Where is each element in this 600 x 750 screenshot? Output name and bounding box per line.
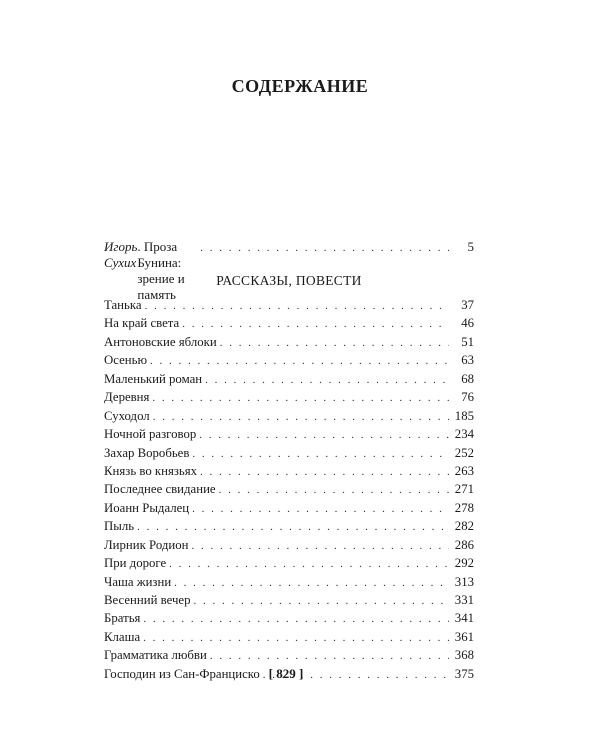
toc-entry-title: Суходол (104, 408, 150, 423)
dot-leader (200, 463, 449, 481)
toc-entry-page-number: 368 (454, 648, 474, 663)
dot-leader (174, 574, 449, 592)
toc-entry (104, 628, 474, 646)
toc-entry-page-number: 185 (454, 408, 474, 423)
dot-leader (220, 334, 449, 352)
toc-entry (104, 646, 474, 664)
dot-leader (169, 555, 449, 573)
toc-entry-title: Танька (104, 298, 142, 312)
toc-entry (104, 370, 474, 388)
dot-leader (153, 408, 449, 426)
toc-entry-title: Антоновские яблоки (104, 334, 217, 349)
toc-entry-title: Осенью (104, 353, 148, 368)
toc-entry-page-number: 282 (454, 519, 474, 534)
toc-entry-page-number: 46 (461, 316, 474, 331)
toc-entry (104, 554, 474, 572)
toc-entry-title: При дороге (104, 556, 167, 571)
toc-entry-page-number: 63 (461, 353, 474, 368)
intro-page-number: 5 (467, 239, 474, 254)
toc-entry (104, 314, 474, 332)
dot-leader (192, 500, 449, 518)
toc-entry (104, 573, 474, 591)
toc-entry-page-number: 278 (454, 500, 474, 515)
toc-entry-page-number: 286 (454, 537, 474, 552)
dot-leader (200, 242, 449, 254)
toc-entry (104, 591, 474, 609)
toc-entry (104, 480, 474, 498)
toc-entry-page-number: 68 (461, 371, 474, 386)
dot-leader (145, 297, 449, 315)
dot-leader (152, 389, 449, 407)
toc-entry (104, 517, 474, 535)
dot-leader (192, 445, 449, 463)
section-heading: РАССКАЗЫ, ПОВЕСТИ (216, 273, 362, 288)
dot-leader (205, 371, 449, 389)
dot-leader (137, 518, 449, 536)
dot-leader (191, 537, 449, 555)
dot-leader (143, 629, 449, 647)
dot-leader (210, 647, 449, 665)
toc-entry-title: Лирник Родион (104, 537, 189, 552)
toc-entry-page-number: 271 (454, 482, 474, 497)
toc-entry (104, 388, 474, 406)
toc-entry-title: Князь во князьях (104, 463, 198, 478)
toc-entry (104, 536, 474, 554)
toc-entry-page-number: 361 (454, 629, 474, 644)
toc-entry (104, 444, 474, 462)
toc-entry-page-number: 292 (454, 556, 474, 571)
toc-entry-page-number: 313 (454, 574, 474, 589)
intro-author: Игорь Сухих (104, 239, 138, 270)
toc-entry-page-number: 375 (454, 666, 474, 681)
toc-entry (104, 425, 474, 443)
dot-leader (150, 352, 449, 370)
toc-entry-title: Грамматика любви (104, 648, 207, 663)
toc-entry-title: Захар Воробьев (104, 445, 190, 460)
toc-entry-title: Ночной разговор (104, 427, 197, 442)
dot-leader (143, 610, 449, 628)
toc-entry-title: Господин из Сан-Франциско (104, 666, 260, 681)
toc-entry (104, 462, 474, 480)
toc-entry-title: Пыль (104, 519, 135, 534)
toc-entry (104, 407, 474, 425)
dot-leader (182, 315, 449, 333)
toc-entry-title: Иоанн Рыдалец (104, 500, 190, 515)
toc-intro-entry (104, 239, 474, 303)
toc-entry-title: Маленький роман (104, 371, 203, 386)
toc-entry-title: Деревня (104, 390, 150, 405)
toc-entry-title: Последнее свидание (104, 482, 216, 497)
toc-entry (104, 609, 474, 627)
toc-entry-title: На край света (104, 316, 180, 331)
toc-entry-page-number: 331 (454, 593, 474, 607)
toc-entry-title: Чаша жизни (104, 574, 172, 589)
toc-entry-title: Весенний вечер (104, 593, 191, 607)
intro-title: . Проза Бунина: зрение и память (137, 239, 185, 302)
page-title: СОДЕРЖАНИЕ (231, 76, 369, 96)
toc-entry-title: Клаша (104, 629, 141, 644)
dot-leader (199, 426, 449, 444)
toc-list (104, 296, 474, 683)
toc-entry-page-number: 341 (454, 611, 474, 626)
toc-entry-page-number: 37 (461, 298, 474, 312)
toc-entry (104, 296, 474, 314)
toc-entry-title: Братья (104, 611, 141, 626)
dot-leader (194, 592, 450, 610)
toc-entry (104, 351, 474, 369)
toc-entry-page-number: 51 (461, 334, 474, 349)
toc-entry-page-number: 76 (461, 390, 474, 405)
toc-entry-page-number: 234 (454, 427, 474, 442)
dot-leader (219, 481, 449, 499)
toc-entry (104, 499, 474, 517)
page-folio: [ 829 ] (268, 666, 304, 681)
toc-entry-page-number: 263 (454, 463, 474, 478)
toc-entry-page-number: 252 (454, 445, 474, 460)
toc-entry (104, 333, 474, 351)
